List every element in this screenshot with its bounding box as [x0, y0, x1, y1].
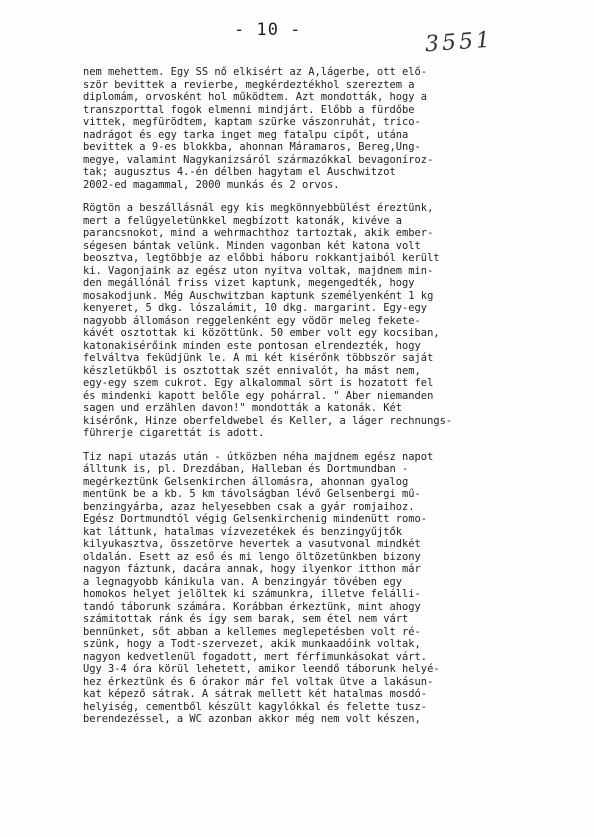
- text-line: nagyobb állomáson reggelenként egy vödör meleg fekete-: [83, 314, 421, 327]
- text-line: tandó táborunk számára. Korábban érkeztünk, mint ahogy: [83, 600, 421, 613]
- paragraph: [83, 66, 533, 191]
- text-line: készletükből is osztottak szét ennivalót, ha mást nem,: [83, 364, 421, 377]
- paragraph: [83, 202, 533, 440]
- text-line: katonakisérőink minden este pontosan elrendezték, hogy: [83, 339, 421, 352]
- text-line: bevittek a 9-es blokkba, ahonnan Máramaros, Bereg,Ung-: [83, 141, 421, 153]
- text-line: álltunk is, pl. Drezdában, Halleban és Dortmundban -: [83, 463, 409, 475]
- text-line: mert a felügyeletünkkel megbízott katonák, kivéve a: [83, 214, 403, 227]
- text-line: megye, valamint Nagykanizsáról származókkal bevagoníroz-: [83, 153, 434, 166]
- text-line: nagyon fáztunk, dacára annak, hogy ilyenkor itthon már: [83, 563, 421, 575]
- text-line: ször bevittek a revierbe, megkérdeztékhol szereztem a: [83, 78, 415, 91]
- text-line: a legnagyobb kánikula van. A benzingyár tövében egy: [83, 575, 403, 588]
- text-line: mentünk be a kb. 5 km távolságban lévő Gelsenbergi mű-: [83, 488, 421, 500]
- page-number: - 10 -: [234, 20, 302, 40]
- text-line: diplomám, orvosként hol működtem. Azt mondották, hogy a: [83, 91, 428, 103]
- text-line: ki. Vagonjaink az egész uton nyitva voltak, majdnem min-: [83, 264, 434, 277]
- text-line: den megállónál friss vizet kaptunk, megengedték, hogy: [83, 277, 415, 289]
- text-line: bennünket, sőt abban a kellemes meglepetésben volt ré-: [83, 625, 421, 638]
- text-line: hez érkeztünk és 6 órakor már fel voltak ütve a lakásun-: [83, 675, 434, 688]
- text-line: 2002-ed magammal, 2000 munkás és 2 orvos.: [83, 178, 340, 191]
- text-line: homokos helyet jelöltek ki számunkra, illetve felálli-: [83, 588, 421, 600]
- text-line: beosztva, legtöbbje az előbbi háboru rokkantjaiból került: [83, 252, 440, 264]
- text-line: vittek, megfürödtem, kaptam szürke vászonruhát, trico-: [83, 116, 421, 128]
- text-line: tak; augusztus 4.-én délben hagytam el Auschwitzot: [83, 166, 396, 178]
- text-line: kisérőnk, Hinze oberfeldwebel és Keller, a láger rechnungs-: [83, 414, 453, 427]
- text-line: számitottak ránk és így sem barak, sem étel nem várt: [83, 613, 409, 625]
- text-line: benzingyárba, azaz helyesebben csak a gyár romjaihoz.: [83, 500, 415, 513]
- text-line: kenyeret, 5 dkg. lószalámit, 10 dkg. margarint. Egy-egy: [83, 302, 428, 314]
- text-line: felváltva feküdjünk le. A mi két kisérőnk többször saját: [83, 352, 434, 364]
- text-line: Egész Dortmundtól végig Gelsenkirchenig mindenütt romo-: [83, 513, 428, 525]
- text-line: Úgy 3-4 óra körül lehetett, amikor leendő táborunk helyé-: [83, 663, 440, 675]
- text-line: oldalán. Esett az eső és mi lengo öltözetünkben bizony: [83, 550, 421, 563]
- document-body: [83, 66, 533, 737]
- text-line: nagyon kedvetlenül fogadott, mert férfimunkásokat várt.: [83, 650, 428, 663]
- text-line: megérkeztünk Gelsenkirchen állomásra, ahonnan gyalog: [83, 475, 409, 488]
- text-line: Rögtön a beszállásnál egy kis megkönnyebbülést éreztünk,: [83, 202, 434, 214]
- handwritten-archive-number: 3551: [424, 27, 494, 58]
- text-line: sagen und erzählen davon!" mondották a katonák. Két: [83, 402, 403, 414]
- text-line: kat képező sátrak. A sátrak mellett két hatalmas mosdó-: [83, 688, 428, 700]
- text-line: mosakodjunk. Még Auschwitzban kaptunk személyenként 1 kg: [83, 289, 434, 302]
- text-line: szünk, hogy a Todt-szervezet, akik munkaadóink voltak,: [83, 638, 421, 650]
- text-line: berendezéssel, a WC azonban akkor még nem volt készen,: [83, 713, 421, 725]
- text-line: nem mehettem. Egy SS nő elkisért az A,lágerbe, ott elő-: [83, 66, 428, 78]
- text-line: és mindenki kapott belőle egy pohárral. " Aber niemanden: [83, 389, 434, 402]
- text-line: Tiz napi utazás után - útközben néha majdnem egész napot: [83, 450, 434, 463]
- text-line: kávét osztottak ki közöttünk. 50 ember volt egy kocsiban,: [83, 327, 440, 339]
- text-line: führerje cigarettát is adott.: [83, 427, 265, 439]
- text-line: helyiség, cementből készült kagylókkal és felette tusz-: [83, 700, 428, 713]
- text-line: kilyukasztva, összetörve hevertek a vasutvonal mindkét: [83, 538, 421, 550]
- text-line: nadrágot és egy tarka inget meg fatalpu cipőt, utána: [83, 128, 409, 141]
- text-line: ségesen bántak velünk. Minden vagonban két katona volt: [83, 239, 421, 252]
- text-line: transzporttal fogok elmenni mindjárt. Előbb a fürdőbe: [83, 103, 415, 116]
- paragraph: [83, 451, 533, 726]
- text-line: kat láttunk, hatalmas vízvezetékek és benzingyűjtők: [83, 525, 403, 538]
- text-line: parancsnokot, mind a wehrmachthoz tartoztak, akik ember-: [83, 227, 434, 239]
- text-line: egy-egy szem cukrot. Egy alkalommal sört is hozatott fel: [83, 377, 434, 389]
